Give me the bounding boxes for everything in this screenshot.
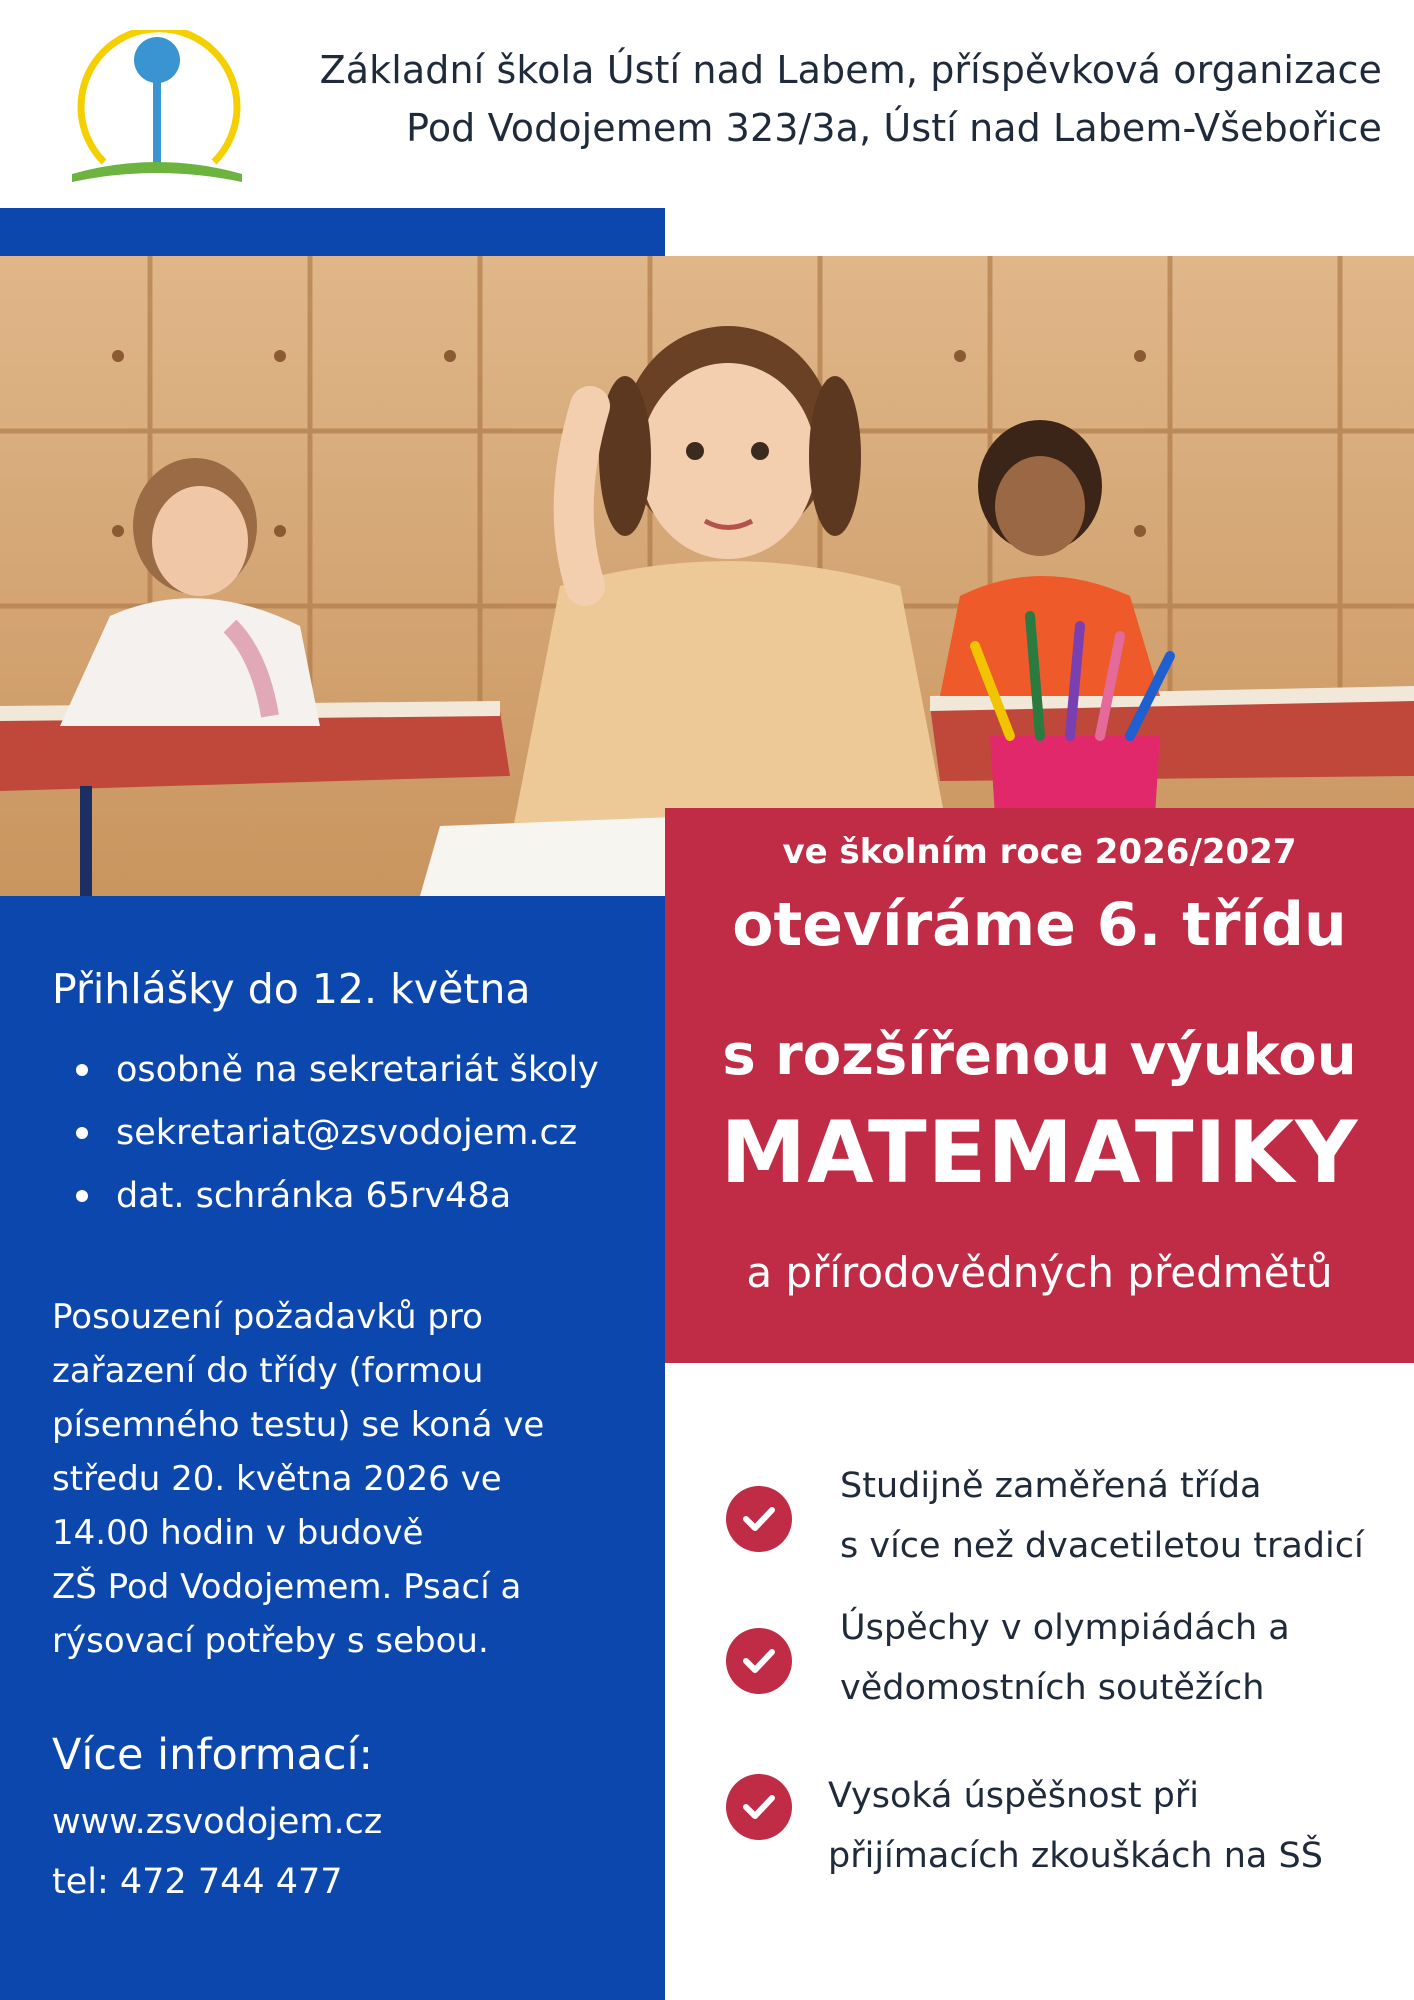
applications-list: [52, 1048, 599, 1237]
extended-teaching-text: s rozšířenou výukou: [722, 1023, 1357, 1088]
opening-headline: otevíráme 6. třídu: [732, 890, 1347, 960]
assessment-line: rýsovací potřeby s sebou.: [52, 1621, 489, 1661]
list-item: [52, 1048, 599, 1111]
more-info-title: Více informací:: [52, 1730, 374, 1780]
assessment-line: písemného testu) se koná ve: [52, 1405, 545, 1445]
organization-name: Základní škola Ústí nad Labem, příspěvková organizace: [319, 48, 1382, 92]
feature-text: [840, 1456, 1364, 1576]
bullet-icon: [76, 1064, 88, 1076]
subject-headline: MATEMATIKY: [720, 1103, 1359, 1203]
application-method-email[interactable]: sekretariat@zsvodojem.cz: [116, 1113, 578, 1153]
feature-text: [840, 1598, 1290, 1718]
assessment-line: zařazení do třídy (formou: [52, 1351, 484, 1391]
feature-line: přijímacích zkouškách na SŠ: [828, 1836, 1323, 1876]
natural-sciences-text: a přírodovědných předmětů: [746, 1248, 1333, 1297]
feature-line: vědomostních soutěžích: [840, 1668, 1265, 1708]
feature-line: Vysoká úspěšnost při: [828, 1776, 1200, 1816]
check-icon: [726, 1774, 792, 1840]
classroom-photo: [0, 256, 1414, 896]
phone-number: tel: 472 744 477: [52, 1862, 343, 1902]
bullet-icon: [76, 1127, 88, 1139]
feature-line: s více než dvacetiletou tradicí: [840, 1526, 1364, 1566]
assessment-line: 14.00 hodin v budově: [52, 1513, 424, 1553]
school-year-text: ve školním roce 2026/2027: [782, 832, 1297, 872]
feature-text: [828, 1766, 1323, 1886]
feature-line: Studijně zaměřená třída: [840, 1466, 1262, 1506]
organization-address: Pod Vodojemem 323/3a, Ústí nad Labem-Všebořice: [406, 106, 1382, 150]
school-logo-icon: [62, 30, 252, 190]
assessment-line: středu 20. května 2026 ve: [52, 1459, 502, 1499]
applications-title: Přihlášky do 12. května: [52, 965, 531, 1013]
list-item: [52, 1174, 599, 1237]
check-icon: [726, 1628, 792, 1694]
promo-box: [665, 808, 1414, 1363]
application-method-in-person: osobně na sekretariát školy: [116, 1050, 599, 1090]
check-icon: [726, 1486, 792, 1552]
website-link[interactable]: www.zsvodojem.cz: [52, 1802, 383, 1842]
assessment-line: Posouzení požadavků pro: [52, 1297, 483, 1337]
assessment-line: ZŠ Pod Vodojemem. Psací a: [52, 1567, 522, 1607]
assessment-text: [52, 1290, 612, 1668]
application-method-data-box: dat. schránka 65rv48a: [116, 1176, 512, 1216]
bullet-icon: [76, 1190, 88, 1202]
list-item: [52, 1111, 599, 1174]
feature-line: Úspěchy v olympiádách a: [840, 1608, 1290, 1648]
